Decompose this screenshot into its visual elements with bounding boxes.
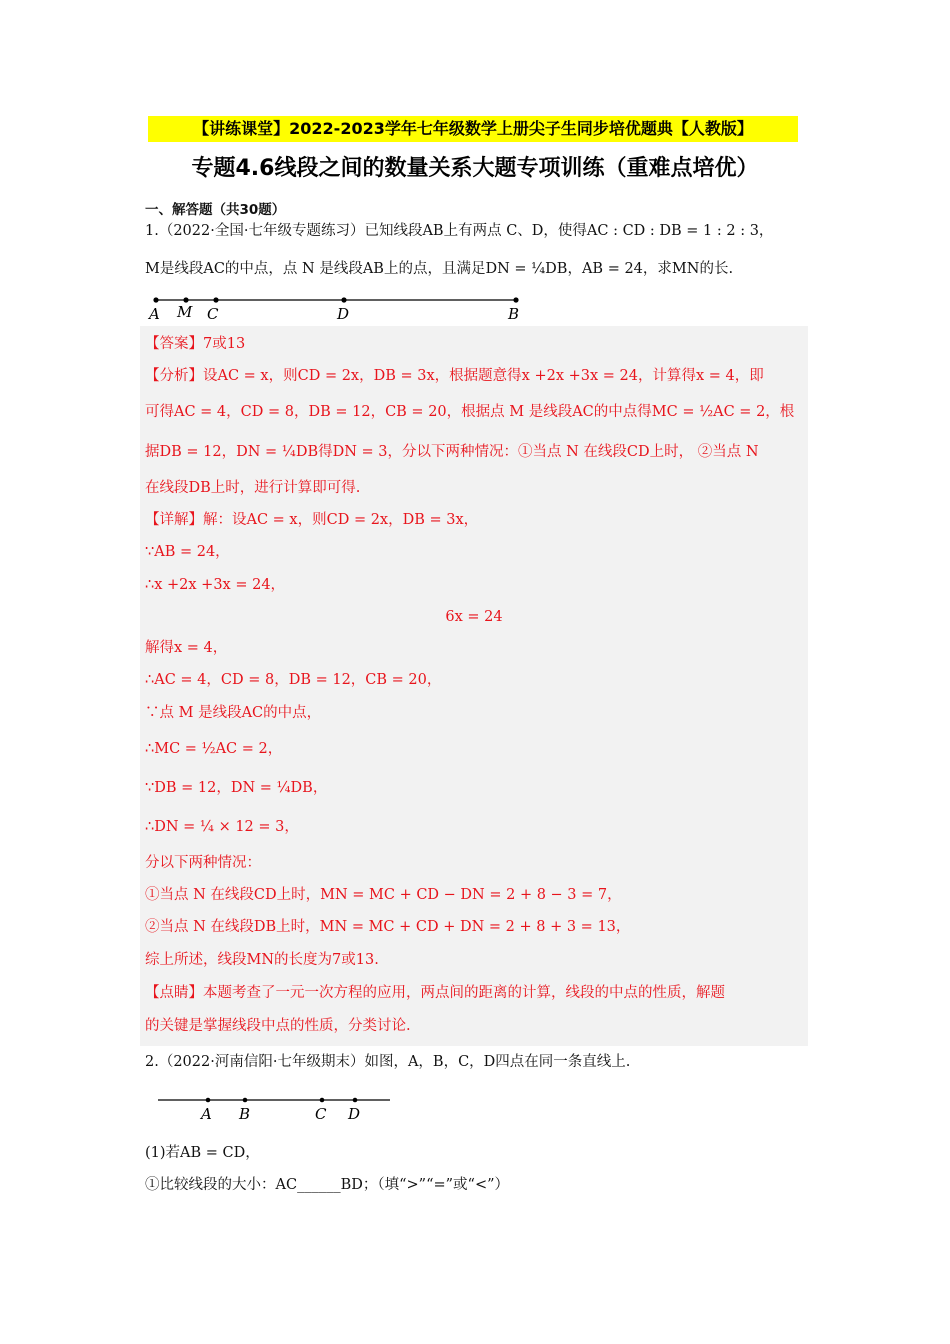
label-b: B	[239, 1105, 251, 1123]
question-2-part-1: (1)若AB = CD，	[145, 1145, 260, 1161]
point-b	[243, 1098, 248, 1103]
label-d: D	[348, 1105, 361, 1123]
answer-line: 【答案】7或13	[145, 336, 246, 352]
question-1-figure	[140, 290, 540, 326]
detail-line-5: 解得x = 4，	[145, 640, 228, 656]
detail-line-13: ②当点 N 在线段DB上时，MN = MC + CD + DN = 2 + 8 + 3 = 13，	[145, 919, 631, 935]
detail-line-9: ∵DB = 12，DN = ¼DB，	[145, 780, 328, 796]
point-m	[183, 297, 188, 302]
detail-line-7: ∵点 M 是线段AC的中点，	[145, 705, 322, 721]
question-1-line-2: M是线段AC的中点，点 N 是线段AB上的点，且满足DN = ¼DB，AB = 24，求MN的长.	[145, 261, 734, 277]
section-heading: 一、解答题（共30题）	[145, 202, 286, 218]
label-a: A	[201, 1105, 212, 1123]
comment-line-1: 【点睛】本题考查了一元一次方程的应用，两点间的距离的计算，线段的中点的性质，解题	[145, 985, 725, 1001]
question-2-figure	[150, 1088, 400, 1124]
comment-line-2: 的关键是掌握线段中点的性质，分类讨论.	[145, 1018, 411, 1034]
analysis-line-2: 可得AC = 4，CD = 8，DB = 12，CB = 20，根据点 M 是线段AC的中点得MC = ½AC = 2，根	[145, 404, 795, 420]
detail-line-12: ①当点 N 在线段CD上时，MN = MC + CD − DN = 2 + 8 − 3 = 7，	[145, 887, 622, 903]
analysis-line-4: 在线段DB上时，进行计算即可得.	[145, 480, 361, 496]
detail-line-10: ∴DN = ¼ × 12 = 3，	[145, 819, 299, 835]
point-d	[341, 297, 346, 302]
detail-line-14: 综上所述，线段MN的长度为7或13.	[145, 952, 379, 968]
point-c	[213, 297, 218, 302]
point-d	[353, 1098, 358, 1103]
label-b: B	[508, 305, 520, 323]
label-c: C	[207, 305, 219, 323]
detail-line-3: ∴x +2x +3x = 24，	[145, 577, 286, 593]
detail-line-11: 分以下两种情况：	[145, 855, 261, 871]
label-m: M	[177, 303, 193, 321]
question-1-line-1: 1.（2022·全国·七年级专题练习）已知线段AB上有两点 C、D，使得AC : CD : DB = 1 : 2 : 3，	[145, 223, 774, 239]
question-2-part-1a: ①比较线段的大小：AC______BD；（填“>”“=”或“<”）	[145, 1177, 510, 1193]
analysis-line-1: 【分析】设AC = x，则CD = 2x，DB = 3x，根据题意得x +2x +3x = 24，计算得x = 4，即	[145, 368, 764, 384]
detail-line-2: ∵AB = 24，	[145, 544, 230, 560]
point-b	[513, 297, 518, 302]
question-2-line-1: 2.（2022·河南信阳·七年级期末）如图，A，B，C，D四点在同一条直线上.	[145, 1054, 631, 1070]
point-a	[153, 297, 158, 302]
detail-line-1: 【详解】解：设AC = x，则CD = 2x，DB = 3x，	[145, 512, 479, 528]
detail-line-6: ∴AC = 4，CD = 8，DB = 12，CB = 20，	[145, 672, 442, 688]
analysis-line-3: 据DB = 12，DN = ¼DB得DN = 3，分以下两种情况：①当点 N 在线段CD上时， ②当点 N	[145, 444, 759, 460]
detail-line-4: 6x = 24	[445, 609, 503, 625]
label-d: D	[337, 305, 350, 323]
detail-line-8: ∴MC = ½AC = 2，	[145, 741, 283, 757]
header-banner: 【讲练课堂】2022-2023学年七年级数学上册尖子生同步培优题典【人教版】	[148, 116, 798, 142]
label-a: A	[149, 305, 160, 323]
point-a	[206, 1098, 211, 1103]
page-title: 专题4.6线段之间的数量关系大题专项训练（重难点培优）	[191, 156, 759, 181]
label-c: C	[315, 1105, 327, 1123]
point-c	[320, 1098, 325, 1103]
